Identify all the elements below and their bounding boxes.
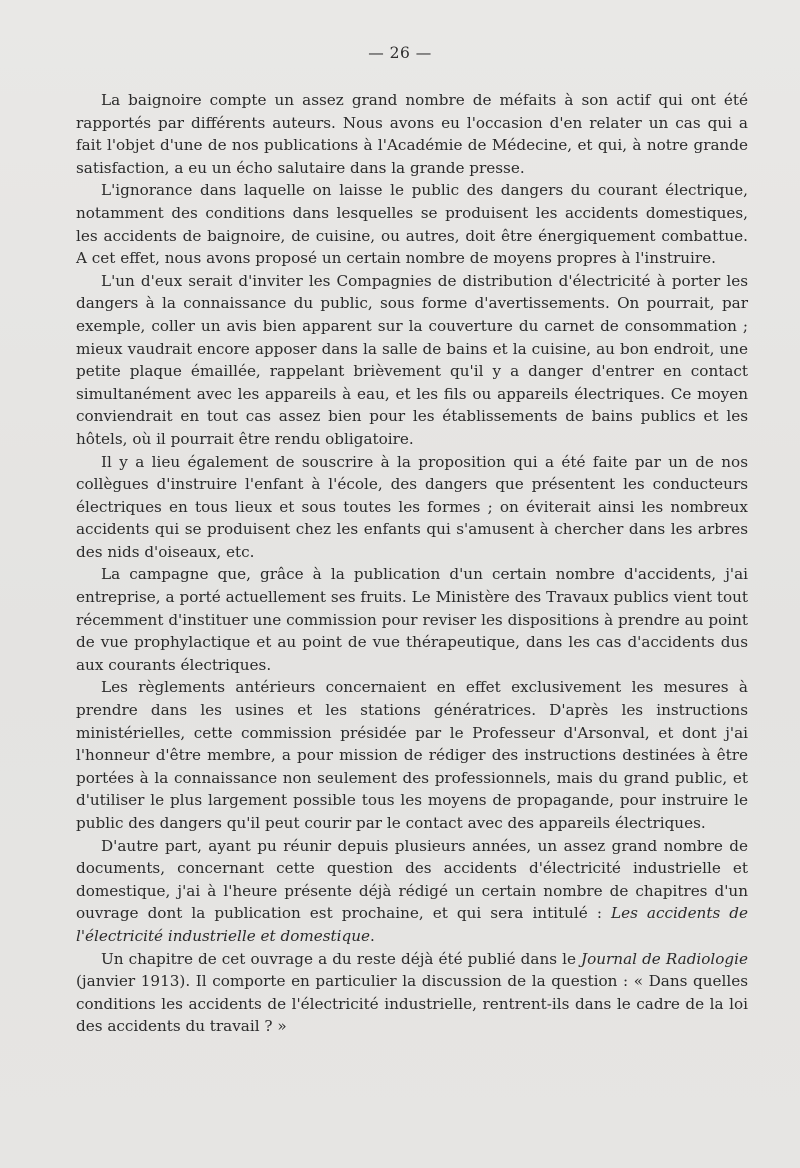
paragraph-text-end: (janvier 1913). Il comporte en particulier la discussion de la question : « Dans quelles conditions les accidents de l'électricité industrielle, rentrent-ils dans le cadre de la loi des accidents du travail ? » [76,972,748,1036]
paragraph-5 [76,563,748,676]
page-number: — 26 — [368,44,432,62]
paragraph-7 [76,835,748,948]
paragraph-text: Les règlements antérieurs concernaient en effet exclusivement les mesures à prendre dans les usines et les stations génératrices. D'après les instructions ministérielles, cette commission présidée par le Professeur d'Arsonval, et dont j'ai l'honneur d'être membre, a pour mission de rédiger des instructions destinées à être portées à la connaissance non seulement des professionnels, mais du grand public, et d'utiliser le plus largement possible tous les moyens de propagande, pour instruire le public des dangers qu'il peut courir par le contact avec des appareils électriques. [76,678,748,832]
paragraph-text: Il y a lieu également de souscrire à la proposition qui a été faite par un de nos collègues d'instruire l'enfant à l'école, des dangers que présentent les conducteurs électriques en tous lieux et sous toutes les formes ; on éviterait ainsi les nombreux accidents qui se produisent chez les enfants qui s'amusent à chercher dans les arbres des nids d'oiseaux, etc. [76,452,748,561]
paragraph-1 [76,89,748,179]
paragraph-text: L'un d'eux serait d'inviter les Compagnies de distribution d'électricité à porter les dangers à la connaissance du public, sous forme d'avertissements. On pourrait, par exemple, coller un avis bien apparent sur la couverture du carnet de consommation ; mieux vaudrait encore apposer dans la salle de bains et la cuisine, au bon endroit, une petite plaque émaillée, rappelant brièvement qu'il y a danger d'entrer en contact simultanément avec les appareils à eau, et les fils ou appareils électriques. Ce moyen conviendrait en tout cas assez bien pour les établissements de bains publics et les hôtels, où il pourrait être rendu obligatoire. [76,271,748,448]
paragraph-text: L'ignorance dans laquelle on laisse le public des dangers du courant électrique, notamment des conditions dans lesquelles se produisent les accidents domestiques, les accidents de baignoire, de cuisine, ou autres, doit être énergiquement combattue. A cet effet, nous avons proposé un certain nombre de moyens propres à l'instruire. [76,181,748,268]
paragraph-4 [76,451,748,564]
paragraph-text: La campagne que, grâce à la publication d'un certain nombre d'accidents, j'ai entreprise, a porté actuellement ses fruits. Le Ministère des Travaux publics vient tout récemment d'instituer une commission pour reviser les dispositions à prendre au point de vue prophylactique et au point de vue thérapeutique, dans les cas d'accidents dus aux courants électriques. [76,565,748,674]
paragraph-8 [76,948,748,1038]
paragraph-6 [76,676,748,834]
journal-title: Journal de Radiologie [581,949,748,968]
paragraph-2 [76,179,748,269]
body-text [76,89,748,1038]
paragraph-text-end: . [369,926,375,945]
book-title: Les accidents de l'électricité industrielle et domestique [76,904,749,945]
paragraph-3 [76,270,748,451]
paragraph-text: D'autre part, ayant pu réunir depuis plusieurs années, un assez grand nombre de documents, concernant cette question des accidents d'électricité industrielle et domestique, j'ai à l'heure présente déjà rédigé un certain nombre de chapitres d'un ouvrage dont la publication est prochaine, et qui sera intitulé : [76,836,748,923]
paragraph-text: Un chapitre de cet ouvrage a du reste déjà été publié dans le [101,949,582,968]
paragraph-text: La baignoire compte un assez grand nombre de méfaits à son actif qui ont été rapportés par différents auteurs. Nous avons eu l'occasion d'en relater un cas qui a fait l'objet d'une de nos publications à l'Académie de Médecine, et qui, à notre grande satisfaction, a eu un écho salutaire dans la grande presse. [76,91,748,177]
